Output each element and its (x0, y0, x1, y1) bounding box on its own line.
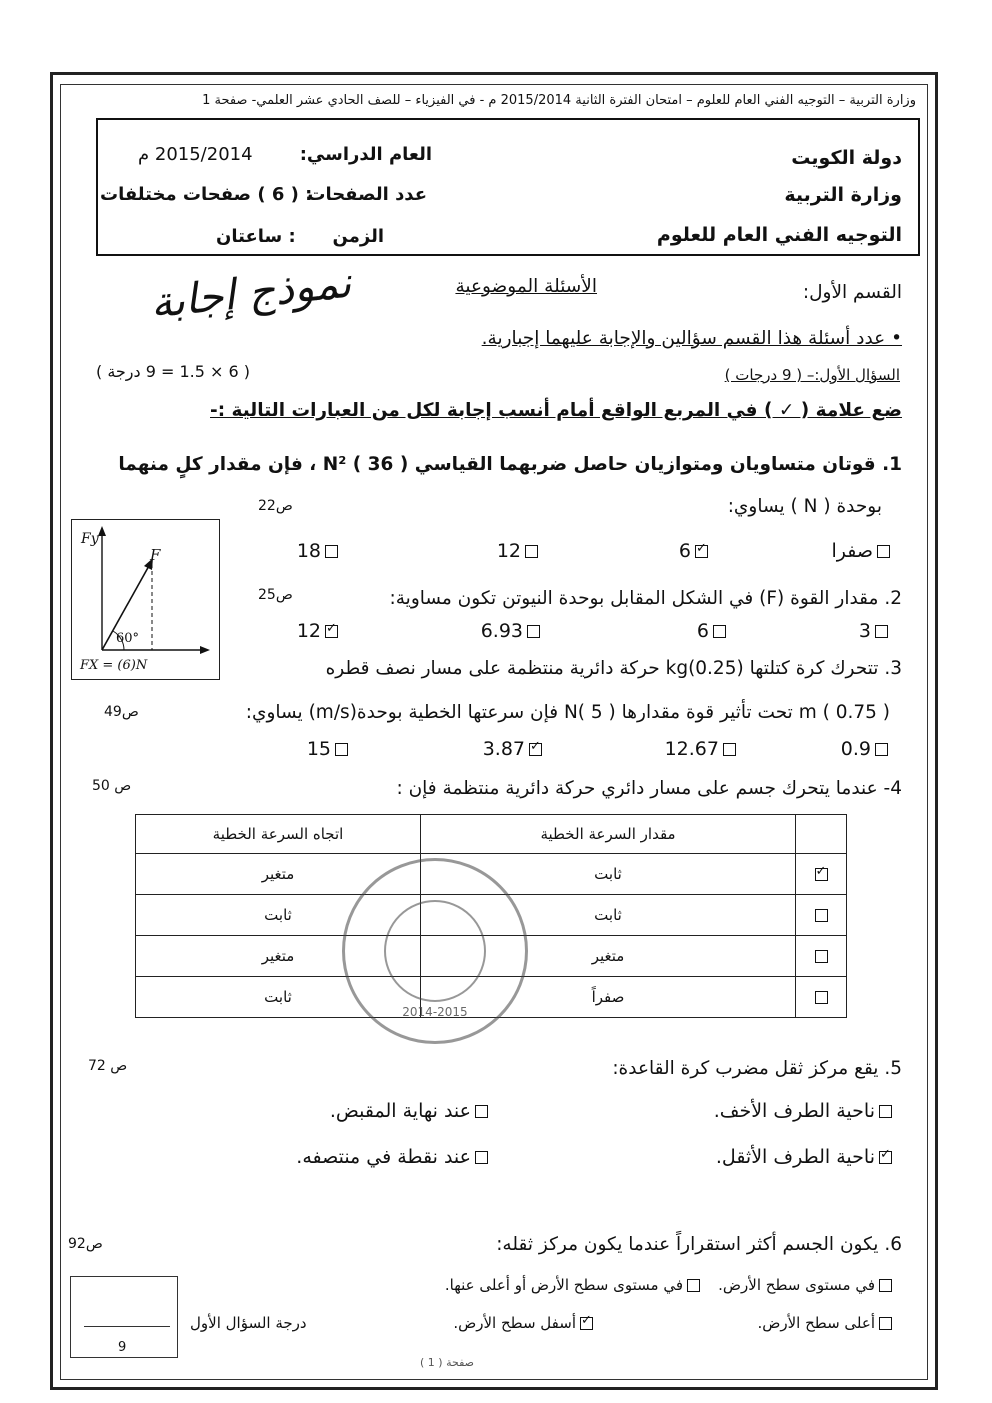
section-note: • عدد أسئلة هذا القسم سؤالين والإجابة عليهما إجبارية. (481, 328, 902, 349)
q1-score: ( 6 × 1.5 = 9 درجة ) (96, 362, 251, 381)
item-6-option-b[interactable]: في مستوى سطح الأرض أو أعلى عنها. (445, 1276, 704, 1294)
item-3-line2: m ( 0.75 ) تحت تأثير قوة مقدارها N( 5 ) فإن سرعتها الخطية بوحدة(m/s) يساوي: (245, 702, 890, 723)
item-1-option-a-checkbox[interactable] (877, 545, 890, 558)
item-6-option-c-checkbox[interactable] (879, 1317, 892, 1330)
item-5-option-b-checkbox[interactable] (475, 1105, 488, 1118)
item-1-option-a[interactable]: صفرا (831, 540, 894, 562)
model-answer-handwriting: نموذج إجابة (147, 257, 354, 328)
table-cell-direction: متغير (136, 936, 421, 977)
item-3-option-c-checkbox[interactable] (529, 743, 542, 756)
item-1-option-c-checkbox[interactable] (525, 545, 538, 558)
item-6-page-ref: ص92 (68, 1236, 103, 1252)
item-6-option-d-checkbox[interactable] (580, 1317, 593, 1330)
table-header-direction: اتجاه السرعة الخطية (136, 815, 421, 854)
item-1-page-ref: ص22 (258, 498, 293, 514)
item-4-line1: 4- عندما يتحرك جسم على مسار دائري حركة دائرية منتظمة فإن : (396, 778, 902, 799)
item-2-option-a[interactable]: 3 (859, 620, 892, 642)
table-cell-direction: ثابت (136, 977, 421, 1018)
item-1-line2: بوحدة ( N ) يساوي: (727, 496, 882, 517)
q1-instruction: ضع علامة ( ✓ ) في المربع الواقع أمام أنسب إجابة لكل من العبارات التالية :- (210, 400, 902, 421)
item-6-option-a-checkbox[interactable] (879, 1279, 892, 1292)
item-3-option-a-checkbox[interactable] (875, 743, 888, 756)
pages-value: : ( 6 ) صفحات مختلفات (100, 184, 313, 205)
page-number: صفحة ( 1 ) (420, 1356, 474, 1369)
table-row-3-checkbox[interactable] (815, 950, 828, 963)
item-1-line1: 1. قوتان متساويان ومتوازيان حاصل ضربهما القياسي N² ( 36 ) ، فإن مقدار كلٍ منهما (118, 454, 902, 475)
q1-grade-label: درجة السؤال الأول (190, 1314, 307, 1332)
table-row-4-checkbox[interactable] (815, 991, 828, 1004)
f-label: F (150, 546, 161, 564)
item-1-option-d[interactable]: 18 (297, 540, 342, 562)
department-name: التوجيه الفني العام للعلوم (656, 224, 902, 246)
country-name: دولة الكويت (791, 147, 902, 169)
table-cell-magnitude: متغير (421, 936, 796, 977)
item-6-option-a[interactable]: في مستوى سطح الأرض. (718, 1276, 896, 1294)
table-row-2-checkbox[interactable] (815, 909, 828, 922)
table-row-1-checkbox[interactable] (815, 868, 828, 881)
q1-title: السؤال الأول:– ( 9 درجات ) (724, 366, 900, 384)
item-1-option-d-checkbox[interactable] (325, 545, 338, 558)
time-value: : ساعتان (216, 226, 296, 247)
fy-label: Fy (81, 531, 99, 547)
item-5-option-a[interactable]: ناحية الطرف الأخف. (714, 1100, 896, 1122)
time-label: الزمن (332, 226, 384, 247)
item-2-option-a-checkbox[interactable] (875, 625, 888, 638)
item-1-option-c[interactable]: 12 (497, 540, 542, 562)
item-3-option-b[interactable]: 12.67 (665, 738, 740, 760)
section-subtitle: الأسئلة الموضوعية (455, 276, 597, 297)
section-title: القسم الأول: (802, 282, 902, 303)
item-3-option-d-checkbox[interactable] (335, 743, 348, 756)
item-2-option-c[interactable]: 6.93 (481, 620, 544, 642)
item-6-option-d[interactable]: ✓أسفل سطح الأرض. (453, 1314, 597, 1332)
item-2-option-d[interactable]: ✓12 (297, 620, 342, 642)
item-2-option-d-checkbox[interactable] (325, 625, 338, 638)
official-stamp-years: 2014-2015 (402, 1005, 468, 1019)
table-row-checkbox-cell[interactable] (796, 895, 847, 936)
item-1-option-b-checkbox[interactable] (695, 545, 708, 558)
year-label: العام الدراسي: (299, 144, 432, 165)
fx-label: FX = (6)N (80, 658, 148, 673)
item-6-line1: 6. يكون الجسم أكثر استقراراً عندما يكون مركز ثقله: (496, 1234, 902, 1255)
table-row-checkbox-cell[interactable] (796, 977, 847, 1018)
official-stamp-inner (384, 900, 486, 1002)
item-1-option-b[interactable]: ✓6 (679, 540, 712, 562)
item-2-line1: 2. مقدار القوة (F) في الشكل المقابل بوحدة النيوتن تكون مساوية: (389, 588, 902, 609)
item-5-option-d[interactable]: عند نقطة في منتصفه. (296, 1146, 492, 1168)
item-6-option-c[interactable]: أعلى سطح الأرض. (757, 1314, 896, 1332)
table-header-check (796, 815, 847, 854)
item-3-option-b-checkbox[interactable] (723, 743, 736, 756)
table-cell-direction: ثابت (136, 895, 421, 936)
table-cell-magnitude: صفراً (421, 977, 796, 1018)
table-cell-direction: متغير (136, 854, 421, 895)
item-2-option-c-checkbox[interactable] (527, 625, 540, 638)
table-cell-magnitude: ثابت (421, 854, 796, 895)
table-cell-magnitude: ثابت (421, 895, 796, 936)
item-5-option-b[interactable]: عند نهاية المقبض. (330, 1100, 492, 1122)
item-3-page-ref: ص49 (104, 704, 139, 720)
ministry-name: وزارة التربية (784, 184, 902, 206)
item-5-page-ref: ص 72 (88, 1058, 128, 1074)
fx-arrowhead (200, 646, 210, 654)
velocity-table-header (136, 815, 847, 854)
item-2-option-b[interactable]: 6 (697, 620, 730, 642)
year-value: 2015/2014 م (138, 144, 253, 165)
item-5-line1: 5. يقع مركز ثقل مضرب كرة القاعدة: (612, 1058, 902, 1079)
table-row-checkbox-cell[interactable] (796, 936, 847, 977)
item-3-line1: 3. تتحرك كرة كتلتها kg(0.25) حركة دائرية منتظمة على مسار نصف قطره (325, 658, 902, 679)
item-3-option-c[interactable]: ✓3.87 (483, 738, 546, 760)
item-3-option-a[interactable]: 0.9 (841, 738, 892, 760)
item-5-option-d-checkbox[interactable] (475, 1151, 488, 1164)
item-2-option-b-checkbox[interactable] (713, 625, 726, 638)
table-header-magnitude: مقدار السرعة الخطية (421, 815, 796, 854)
table-row-checkbox-cell[interactable] (796, 854, 847, 895)
q1-grade-divider (84, 1326, 170, 1327)
item-5-option-c[interactable]: ✓ناحية الطرف الأثقل. (716, 1146, 896, 1168)
item-4-page-ref: ص 50 (92, 778, 132, 794)
q1-grade-value: 9 (118, 1340, 127, 1355)
angle-label: 60° (116, 631, 140, 646)
item-5-option-a-checkbox[interactable] (879, 1105, 892, 1118)
item-5-option-c-checkbox[interactable] (879, 1151, 892, 1164)
item-2-page-ref: ص25 (258, 587, 293, 603)
item-6-option-b-checkbox[interactable] (687, 1279, 700, 1292)
fy-arrowhead (98, 526, 106, 536)
pages-label: عدد الصفحات (307, 184, 427, 205)
running-header: وزارة التربية – التوجيه الفني العام للعلوم – امتحان الفترة الثانية 2015/2014 م - في الفيزياء – للصف الحادي عشر العلمي- صفحة 1 (202, 93, 916, 108)
item-3-option-d[interactable]: 15 (307, 738, 352, 760)
